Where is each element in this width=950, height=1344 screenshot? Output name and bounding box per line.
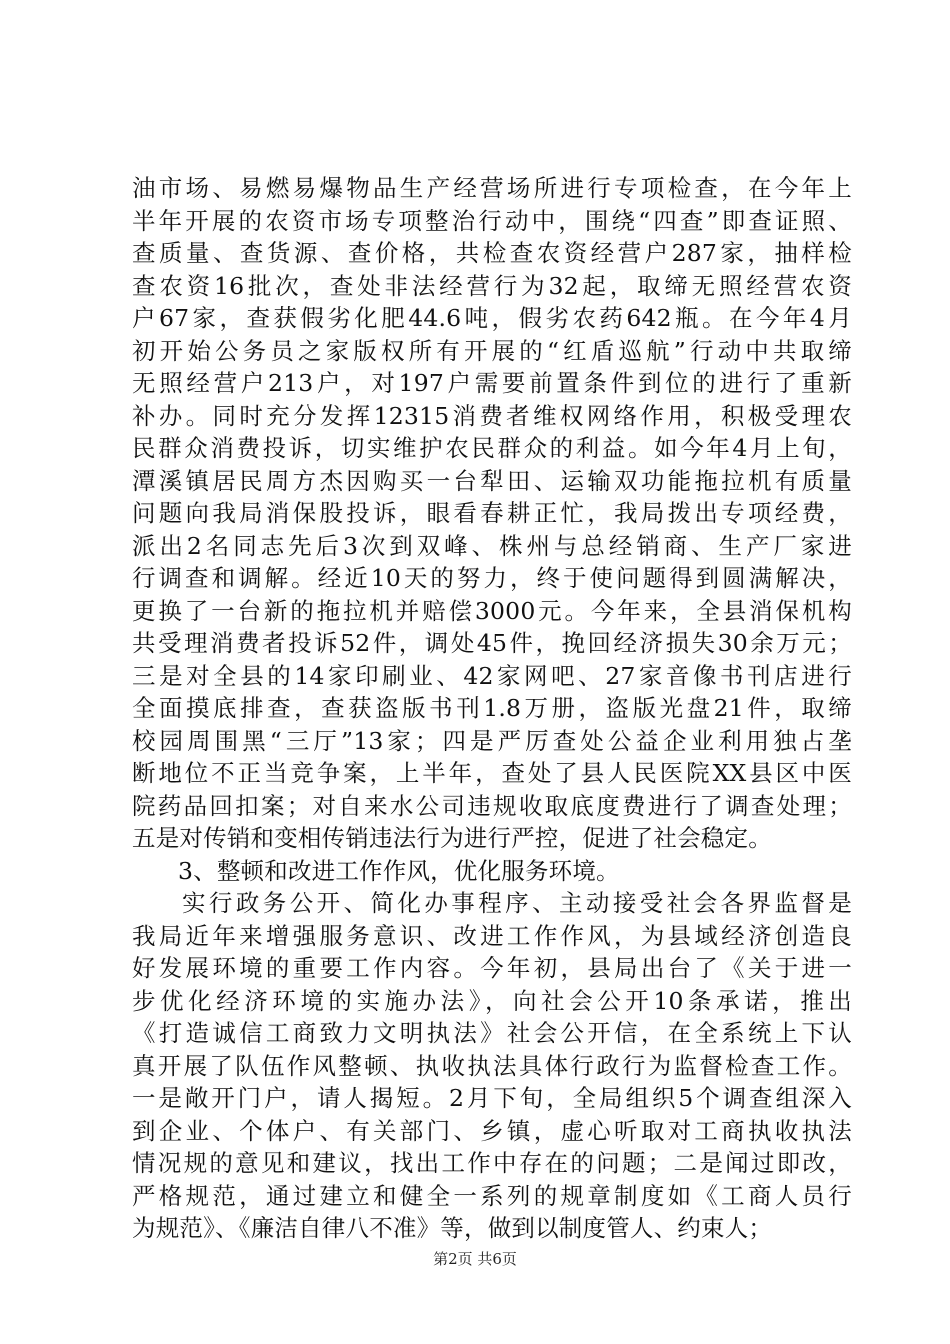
text-line: 共受理消费者投诉52件，调处45件，挽回经济损失30余万元； xyxy=(132,629,852,657)
text-line: 查农资16批次，查处非法经营行为32起，取缔无照经营农资 xyxy=(132,271,852,300)
text-line: 油市场、易燃易爆物品生产经营场所进行专项检查，在今年上 xyxy=(132,174,852,202)
section-heading: 3、整顿和改进工作作风，优化服务环境。 xyxy=(178,856,620,885)
text-line: 院药品回扣案；对自来水公司违规收取底度费进行了调查处理； xyxy=(132,791,852,820)
text-line: 好发展环境的重要工作内容。今年初，县局出台了《关于进一 xyxy=(132,954,852,982)
text-line: 民群众消费投诉，切实维护农民群众的利益。如今年4月上旬， xyxy=(132,434,852,462)
text-line: 为规范》、《廉洁自律八不准》等，做到以制度管人、约束人； xyxy=(132,1214,773,1242)
text-line: 潭溪镇居民周方杰因购买一台犁田、运输双功能拖拉机有质量 xyxy=(132,466,852,495)
text-line: 我局近年来增强服务意识、改进工作作风，为县域经济创造良 xyxy=(132,921,852,950)
text-line: 更换了一台新的拖拉机并赔偿3000元。今年来，全县消保机构 xyxy=(132,596,852,625)
text-line: 真开展了队伍作风整顿、执收执法具体行政行为监督检查工作。 xyxy=(132,1051,852,1080)
text-line: 补办。同时充分发挥12315消费者维权网络作用，积极受理农 xyxy=(132,401,852,430)
text-line: 全面摸底排查，查获盗版书刊1.8万册，盗版光盘21件，取缔 xyxy=(132,694,852,722)
text-line: 五是对传销和变相传销违法行为进行严控，促进了社会稳定。 xyxy=(132,824,772,852)
document-body xyxy=(132,172,852,1245)
text-line: 《打造诚信工商致力文明执法》社会公开信，在全系统上下认 xyxy=(132,1019,852,1047)
text-line: 行调查和调解。经近10天的努力，终于使问题得到圆满解决， xyxy=(132,564,852,592)
paragraph-1 xyxy=(132,172,852,855)
text-line: 初开始公务员之家版权所有开展的“红盾巡航”行动中共取缔 xyxy=(132,336,852,365)
page-footer: 第2页 共6页 xyxy=(433,1250,517,1268)
text-line: 一是敞开门户，请人揭短。2月下旬，全局组织5个调查组深入 xyxy=(132,1084,852,1112)
paragraph-2 xyxy=(132,887,852,1245)
text-line: 户67家，查获假劣化肥44.6吨，假劣农药642瓶。在今年4月 xyxy=(132,304,852,332)
text-line: 校园周围黑“三厅”13家；四是严厉查处公益企业利用独占垄 xyxy=(132,726,852,755)
text-line: 三是对全县的14家印刷业、42家网吧、27家音像书刊店进行 xyxy=(132,661,852,690)
text-line: 问题向我局消保股投诉，眼看春耕正忙，我局拨出专项经费， xyxy=(132,499,852,527)
text-line: 情况规的意见和建议，找出工作中存在的问题；二是闻过即改， xyxy=(132,1149,852,1177)
text-line: 步优化经济环境的实施办法》，向社会公开10条承诺，推出 xyxy=(132,986,852,1015)
text-line: 严格规范，通过建立和健全一系列的规章制度如《工商人员行 xyxy=(132,1181,852,1210)
text-line: 到企业、个体户、有关部门、乡镇，虚心听取对工商执收执法 xyxy=(132,1116,852,1145)
text-line: 断地位不正当竞争案，上半年，查处了县人民医院XX县区中医 xyxy=(132,759,852,787)
text-line: 无照经营户213户，对197户需要前置条件到位的进行了重新 xyxy=(132,369,852,397)
text-line: 半年开展的农资市场专项整治行动中，围绕“四查”即查证照、 xyxy=(132,206,852,235)
text-line: 实行政务公开、简化办事程序、主动接受社会各界监督是 xyxy=(182,889,852,917)
text-line: 查质量、查货源、查价格，共检查农资经营户287家，抽样检 xyxy=(132,239,852,267)
text-line: 派出2名同志先后3次到双峰、株州与总经销商、生产厂家进 xyxy=(132,531,852,560)
